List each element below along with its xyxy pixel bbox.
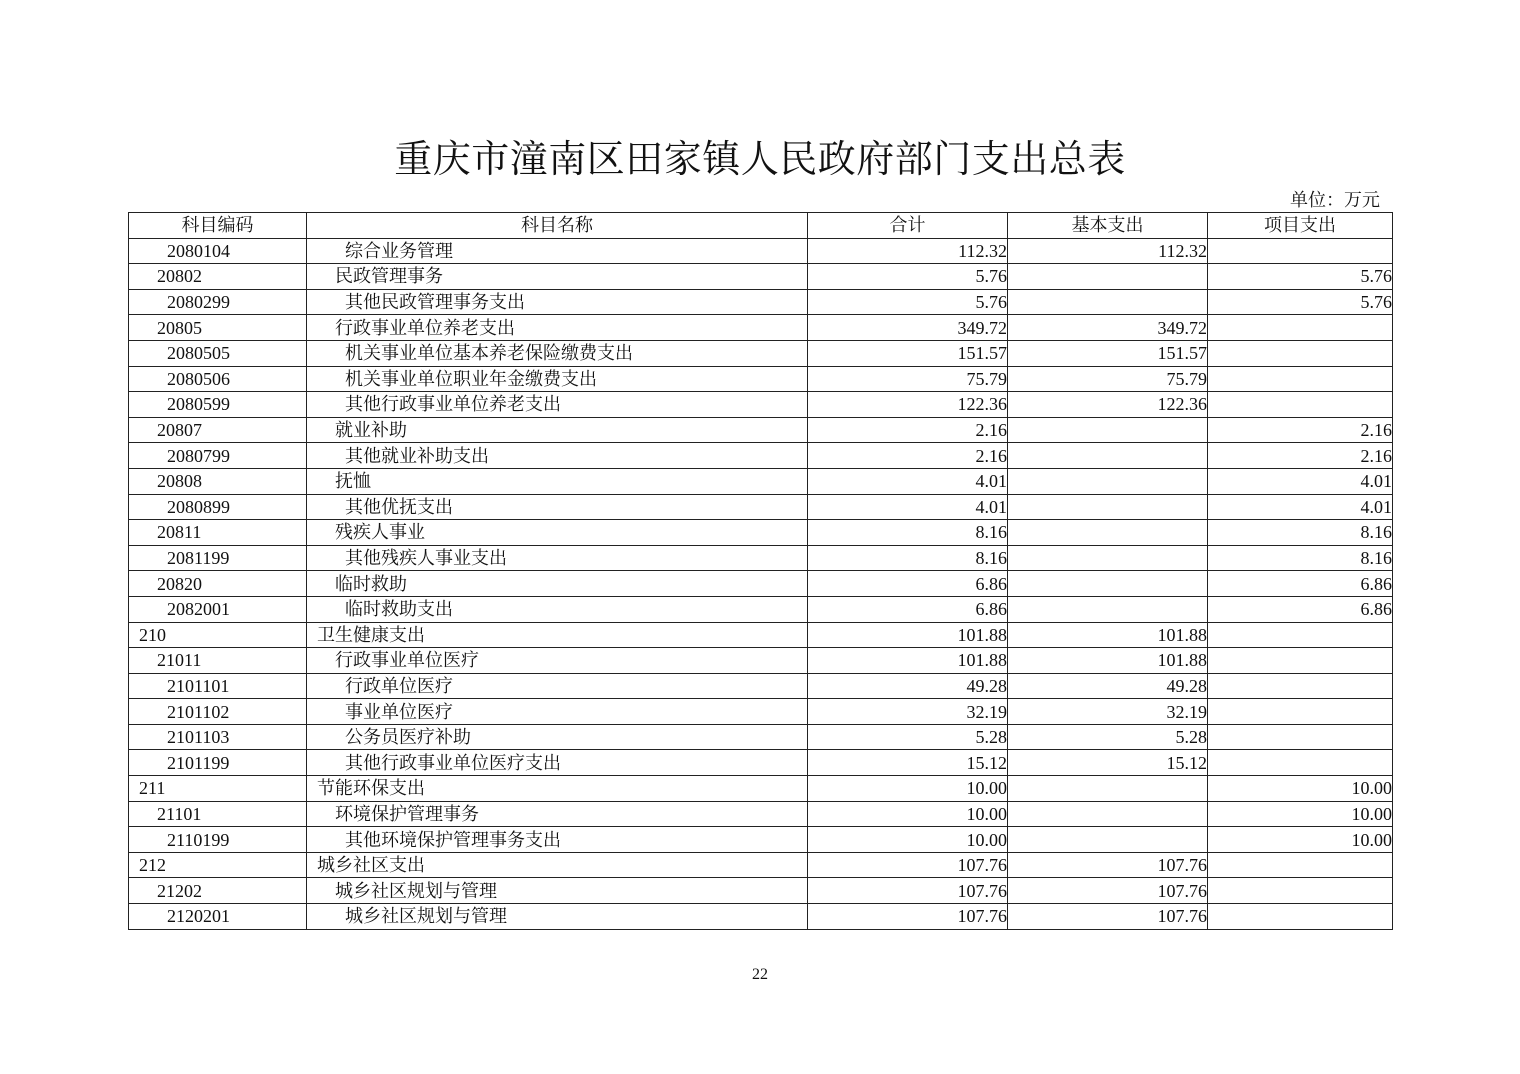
basic-cell: 107.76	[1008, 904, 1208, 930]
header-code: 科目编码	[129, 213, 307, 239]
table-row	[129, 878, 1393, 904]
total-cell: 15.12	[808, 750, 1008, 776]
basic-cell: 101.88	[1008, 648, 1208, 674]
table-row	[129, 520, 1393, 546]
header-basic: 基本支出	[1008, 213, 1208, 239]
project-cell: 10.00	[1208, 827, 1393, 853]
code-cell: 2080899	[129, 494, 307, 520]
table-row	[129, 443, 1393, 469]
project-cell	[1208, 724, 1393, 750]
project-cell: 2.16	[1208, 417, 1393, 443]
table-row	[129, 852, 1393, 878]
code-cell: 21101	[129, 801, 307, 827]
name-cell: 其他环境保护管理事务支出	[307, 827, 808, 853]
name-cell: 临时救助	[307, 571, 808, 597]
total-cell: 6.86	[808, 596, 1008, 622]
total-cell: 4.01	[808, 494, 1008, 520]
project-cell: 5.76	[1208, 289, 1393, 315]
basic-cell: 107.76	[1008, 852, 1208, 878]
name-cell: 其他残疾人事业支出	[307, 545, 808, 571]
code-cell: 2081199	[129, 545, 307, 571]
name-cell: 综合业务管理	[307, 238, 808, 264]
table-header-row	[129, 213, 1393, 239]
code-cell: 2080104	[129, 238, 307, 264]
code-cell: 21011	[129, 648, 307, 674]
table-row	[129, 264, 1393, 290]
name-cell: 其他优抚支出	[307, 494, 808, 520]
expenditure-table	[128, 212, 1393, 930]
name-cell: 节能环保支出	[307, 776, 808, 802]
table-row	[129, 417, 1393, 443]
total-cell: 75.79	[808, 366, 1008, 392]
code-cell: 2080299	[129, 289, 307, 315]
table-row	[129, 315, 1393, 341]
basic-cell	[1008, 468, 1208, 494]
basic-cell	[1008, 443, 1208, 469]
project-cell: 10.00	[1208, 776, 1393, 802]
code-cell: 21202	[129, 878, 307, 904]
table-row	[129, 776, 1393, 802]
project-cell	[1208, 340, 1393, 366]
code-cell: 2120201	[129, 904, 307, 930]
basic-cell	[1008, 776, 1208, 802]
table-row	[129, 494, 1393, 520]
total-cell: 2.16	[808, 417, 1008, 443]
total-cell: 10.00	[808, 827, 1008, 853]
total-cell: 101.88	[808, 648, 1008, 674]
total-cell: 101.88	[808, 622, 1008, 648]
table-row	[129, 904, 1393, 930]
project-cell: 4.01	[1208, 494, 1393, 520]
table-row	[129, 622, 1393, 648]
code-cell: 2101101	[129, 673, 307, 699]
table-row	[129, 596, 1393, 622]
code-cell: 20802	[129, 264, 307, 290]
total-cell: 32.19	[808, 699, 1008, 725]
total-cell: 107.76	[808, 878, 1008, 904]
project-cell	[1208, 366, 1393, 392]
code-cell: 2080799	[129, 443, 307, 469]
code-cell: 2110199	[129, 827, 307, 853]
basic-cell: 32.19	[1008, 699, 1208, 725]
code-cell: 2082001	[129, 596, 307, 622]
project-cell: 5.76	[1208, 264, 1393, 290]
total-cell: 107.76	[808, 904, 1008, 930]
name-cell: 城乡社区支出	[307, 852, 808, 878]
name-cell: 城乡社区规划与管理	[307, 878, 808, 904]
name-cell: 临时救助支出	[307, 596, 808, 622]
header-project: 项目支出	[1208, 213, 1393, 239]
project-cell	[1208, 852, 1393, 878]
basic-cell: 151.57	[1008, 340, 1208, 366]
header-name: 科目名称	[307, 213, 808, 239]
name-cell: 城乡社区规划与管理	[307, 904, 808, 930]
project-cell	[1208, 699, 1393, 725]
project-cell: 8.16	[1208, 545, 1393, 571]
basic-cell: 349.72	[1008, 315, 1208, 341]
table-row	[129, 699, 1393, 725]
total-cell: 349.72	[808, 315, 1008, 341]
code-cell: 210	[129, 622, 307, 648]
code-cell: 20820	[129, 571, 307, 597]
table-row	[129, 648, 1393, 674]
name-cell: 就业补助	[307, 417, 808, 443]
name-cell: 行政事业单位养老支出	[307, 315, 808, 341]
basic-cell: 101.88	[1008, 622, 1208, 648]
code-cell: 20811	[129, 520, 307, 546]
total-cell: 107.76	[808, 852, 1008, 878]
name-cell: 民政管理事务	[307, 264, 808, 290]
basic-cell: 15.12	[1008, 750, 1208, 776]
basic-cell	[1008, 801, 1208, 827]
project-cell: 4.01	[1208, 468, 1393, 494]
project-cell	[1208, 392, 1393, 418]
total-cell: 112.32	[808, 238, 1008, 264]
table-row	[129, 545, 1393, 571]
code-cell: 211	[129, 776, 307, 802]
name-cell: 事业单位医疗	[307, 699, 808, 725]
project-cell: 8.16	[1208, 520, 1393, 546]
table-row	[129, 289, 1393, 315]
total-cell: 10.00	[808, 801, 1008, 827]
project-cell: 2.16	[1208, 443, 1393, 469]
project-cell	[1208, 750, 1393, 776]
code-cell: 2101103	[129, 724, 307, 750]
total-cell: 8.16	[808, 520, 1008, 546]
total-cell: 5.76	[808, 264, 1008, 290]
table-row	[129, 340, 1393, 366]
basic-cell	[1008, 827, 1208, 853]
table-row	[129, 468, 1393, 494]
basic-cell	[1008, 264, 1208, 290]
header-total: 合计	[808, 213, 1008, 239]
total-cell: 5.28	[808, 724, 1008, 750]
table-row	[129, 724, 1393, 750]
name-cell: 抚恤	[307, 468, 808, 494]
basic-cell: 5.28	[1008, 724, 1208, 750]
code-cell: 2080506	[129, 366, 307, 392]
code-cell: 20805	[129, 315, 307, 341]
basic-cell	[1008, 545, 1208, 571]
name-cell: 公务员医疗补助	[307, 724, 808, 750]
table-row	[129, 392, 1393, 418]
total-cell: 151.57	[808, 340, 1008, 366]
table-row	[129, 801, 1393, 827]
project-cell	[1208, 238, 1393, 264]
basic-cell	[1008, 417, 1208, 443]
basic-cell	[1008, 289, 1208, 315]
code-cell: 2101199	[129, 750, 307, 776]
total-cell: 8.16	[808, 545, 1008, 571]
project-cell	[1208, 648, 1393, 674]
project-cell	[1208, 904, 1393, 930]
document-title: 重庆市潼南区田家镇人民政府部门支出总表	[394, 137, 1126, 181]
total-cell: 10.00	[808, 776, 1008, 802]
code-cell: 2080505	[129, 340, 307, 366]
table-row	[129, 238, 1393, 264]
name-cell: 其他行政事业单位养老支出	[307, 392, 808, 418]
code-cell: 212	[129, 852, 307, 878]
basic-cell	[1008, 596, 1208, 622]
name-cell: 其他就业补助支出	[307, 443, 808, 469]
basic-cell: 49.28	[1008, 673, 1208, 699]
name-cell: 行政单位医疗	[307, 673, 808, 699]
basic-cell	[1008, 494, 1208, 520]
total-cell: 6.86	[808, 571, 1008, 597]
name-cell: 卫生健康支出	[307, 622, 808, 648]
name-cell: 残疾人事业	[307, 520, 808, 546]
name-cell: 机关事业单位职业年金缴费支出	[307, 366, 808, 392]
code-cell: 2080599	[129, 392, 307, 418]
name-cell: 其他行政事业单位医疗支出	[307, 750, 808, 776]
basic-cell	[1008, 520, 1208, 546]
total-cell: 2.16	[808, 443, 1008, 469]
table-row	[129, 750, 1393, 776]
name-cell: 其他民政管理事务支出	[307, 289, 808, 315]
project-cell: 6.86	[1208, 571, 1393, 597]
table-row	[129, 571, 1393, 597]
total-cell: 122.36	[808, 392, 1008, 418]
name-cell: 行政事业单位医疗	[307, 648, 808, 674]
basic-cell: 122.36	[1008, 392, 1208, 418]
total-cell: 4.01	[808, 468, 1008, 494]
page-number: 22	[752, 966, 768, 983]
total-cell: 49.28	[808, 673, 1008, 699]
project-cell: 10.00	[1208, 801, 1393, 827]
unit-label: 单位：万元	[1290, 190, 1380, 210]
project-cell	[1208, 315, 1393, 341]
code-cell: 20807	[129, 417, 307, 443]
project-cell	[1208, 673, 1393, 699]
code-cell: 20808	[129, 468, 307, 494]
code-cell: 2101102	[129, 699, 307, 725]
project-cell: 6.86	[1208, 596, 1393, 622]
table-row	[129, 366, 1393, 392]
table-row	[129, 827, 1393, 853]
total-cell: 5.76	[808, 289, 1008, 315]
table-row	[129, 673, 1393, 699]
project-cell	[1208, 878, 1393, 904]
project-cell	[1208, 622, 1393, 648]
basic-cell: 75.79	[1008, 366, 1208, 392]
table-body	[129, 238, 1393, 929]
name-cell: 机关事业单位基本养老保险缴费支出	[307, 340, 808, 366]
basic-cell: 107.76	[1008, 878, 1208, 904]
basic-cell	[1008, 571, 1208, 597]
name-cell: 环境保护管理事务	[307, 801, 808, 827]
basic-cell: 112.32	[1008, 238, 1208, 264]
